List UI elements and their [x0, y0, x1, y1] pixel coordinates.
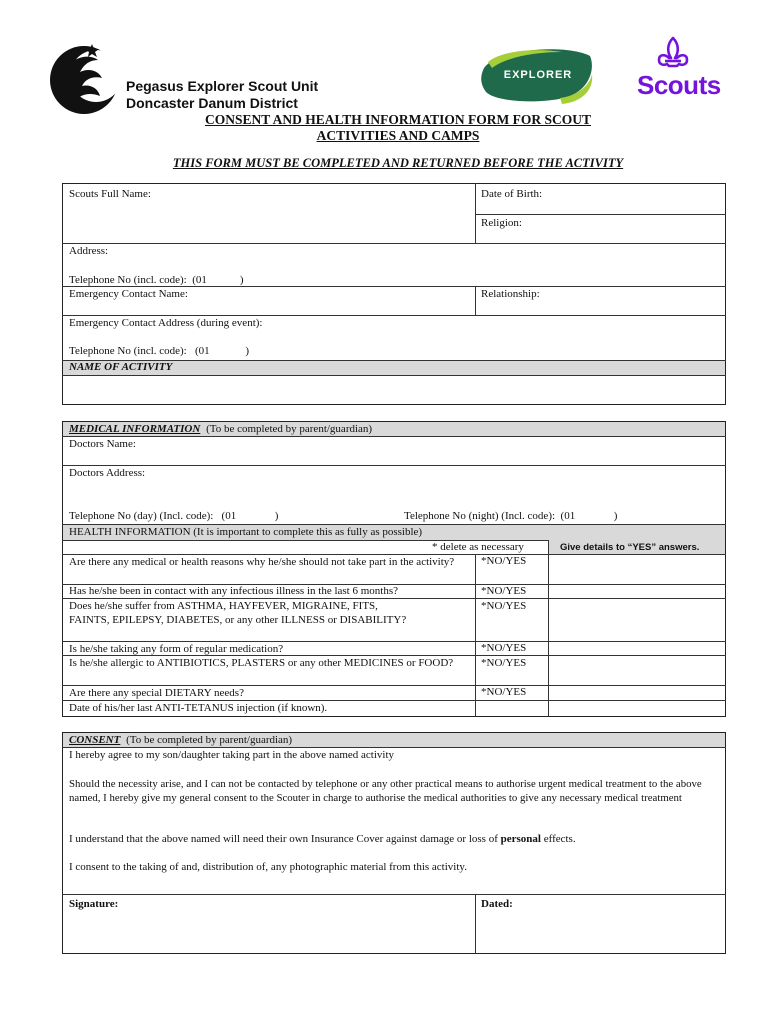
- give-details-heading: Give details to “YES” answers.: [560, 542, 700, 553]
- telephone-day-label: Telephone No (day) (Incl. code): (01 ): [69, 510, 279, 522]
- religion-label: Religion:: [481, 217, 522, 229]
- address-label: Address:: [69, 245, 109, 257]
- signature-label: Signature:: [69, 898, 119, 910]
- question-6: Are there any special DIETARY needs?: [69, 687, 244, 699]
- consent-photographic: I consent to the taking of and, distribution of, any photographic material from this activity.: [69, 861, 467, 873]
- answer-1: *NO/YES: [481, 555, 527, 567]
- medical-heading-note: (To be completed by parent/guardian): [206, 423, 373, 435]
- answer-5: *NO/YES: [481, 657, 527, 669]
- question-7: Date of his/her last ANTI-TETANUS injection (if known).: [69, 702, 328, 714]
- date-of-birth-label: Date of Birth:: [481, 188, 543, 200]
- explorer-logo-text: EXPLORER: [503, 69, 573, 81]
- health-info-heading: HEALTH INFORMATION (It is important to complete this as fully as possible): [69, 526, 423, 538]
- consent-agreement: I hereby agree to my son/daughter taking part in the above named activity: [69, 749, 394, 761]
- form-title-line2: ACTIVITIES AND CAMPS: [316, 128, 480, 143]
- question-3: Does he/she suffer from ASTHMA, HAYFEVER, MIGRAINE, FITS, FAINTS, EPILEPSY, DIABETES, or any other ILLNESS or DISABILITY?: [69, 600, 407, 626]
- question-4: Is he/she taking any form of regular medication?: [69, 643, 284, 655]
- emergency-address-label: Emergency Contact Address (during event):: [69, 317, 263, 329]
- explorer-logo: [478, 46, 596, 106]
- consent-medical-treatment: Should the necessity arise, and I can not be contacted by telephone or any other practical means to authorise urgent medical treatment to the above named, I hereby give my general consent to the Scouter in charge to authorise the medical authorities to give any necessary medical treatment: [69, 778, 702, 804]
- telephone-label: Telephone No (incl. code): (01 ): [69, 274, 244, 286]
- activity-name-heading: NAME OF ACTIVITY: [69, 361, 173, 373]
- consent-heading-title: CONSENT: [69, 734, 121, 746]
- answer-3: *NO/YES: [481, 600, 527, 612]
- medical-heading: [69, 423, 372, 436]
- form-title-line1: CONSENT AND HEALTH INFORMATION FORM FOR SCOUT: [204, 112, 592, 127]
- scouts-logo-text: Scouts: [637, 70, 721, 100]
- medical-heading-title: MEDICAL INFORMATION: [69, 423, 201, 435]
- pegasus-logo: [46, 36, 126, 120]
- answer-6: *NO/YES: [481, 686, 527, 698]
- doctor-name-label: Doctors Name:: [69, 438, 136, 450]
- full-name-label: Scouts Full Name:: [69, 188, 151, 200]
- emergency-telephone-label: Telephone No (incl. code): (01 ): [69, 345, 250, 357]
- unit-name: Pegasus Explorer Scout Unit: [126, 78, 319, 94]
- completion-instruction: THIS FORM MUST BE COMPLETED AND RETURNED BEFORE THE ACTIVITY: [172, 156, 624, 170]
- consent-insurance-text: I understand that the above named will need their own Insurance Cover against damage or loss of: [69, 833, 501, 845]
- delete-note: * delete as necessary: [432, 541, 524, 553]
- answer-4: *NO/YES: [481, 642, 527, 654]
- consent-insurance: [69, 833, 576, 846]
- consent-insurance-end: effects.: [540, 833, 576, 845]
- relationship-label: Relationship:: [481, 288, 540, 300]
- dated-field[interactable]: [478, 912, 723, 952]
- consent-insurance-bold: personal: [500, 833, 541, 845]
- emergency-contact-name-label: Emergency Contact Name:: [69, 288, 188, 300]
- consent-heading-note: (To be completed by parent/guardian): [126, 734, 293, 746]
- telephone-night-label: Telephone No (night) (Incl. code): (01 ): [404, 510, 618, 522]
- consent-heading: [69, 734, 292, 747]
- scouts-fleur-de-lis-icon: [655, 36, 691, 72]
- doctor-address-label: Doctors Address:: [69, 467, 146, 479]
- question-1: Are there any medical or health reasons why he/she should not take part in the activity?: [69, 556, 455, 568]
- answer-2: *NO/YES: [481, 585, 527, 597]
- question-2: Has he/she been in contact with any infectious illness in the last 6 months?: [69, 585, 399, 597]
- question-5: Is he/she allergic to ANTIBIOTICS, PLASTERS or any other MEDICINES or FOOD?: [69, 657, 454, 669]
- dated-label: Dated:: [481, 898, 513, 910]
- district-name: Doncaster Danum District: [126, 95, 298, 111]
- signature-field[interactable]: [64, 912, 472, 952]
